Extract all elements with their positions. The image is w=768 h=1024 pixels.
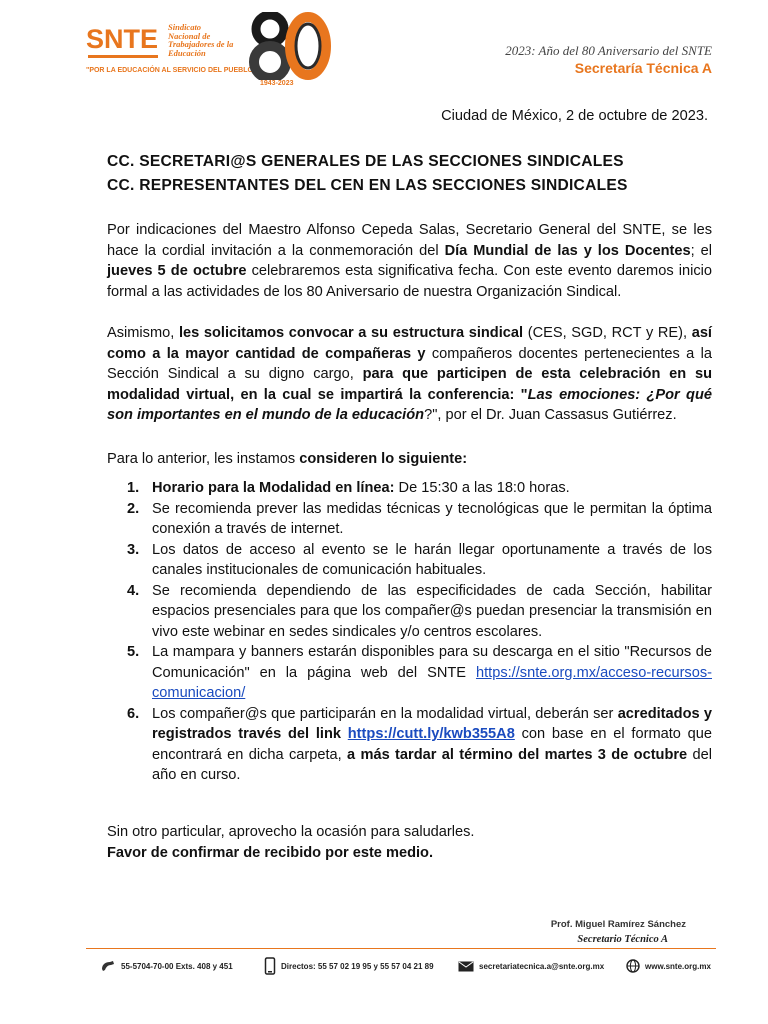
bold-text: acreditados y registrados través del link — [152, 705, 713, 742]
text: (CES, SGD, RCT y RE), — [523, 325, 692, 341]
resources-link[interactable]: https://snte.org.mx/acceso-recursos-comunicacion/ — [152, 664, 712, 701]
footer-web — [626, 957, 711, 975]
logo-subtitle-line: Trabajadores de la — [168, 39, 234, 49]
bold-text: Día Mundial de las y los Docentes — [444, 242, 691, 259]
signer-name: Prof. Miguel Ramírez Sánchez — [550, 919, 686, 930]
list-item — [107, 581, 712, 643]
footer — [100, 957, 720, 975]
text: con base en el formato que encontrará en dicha carpeta, — [152, 726, 712, 763]
mobile-icon — [264, 957, 276, 975]
secretariat-title: Secretaría Técnica A — [574, 60, 712, 76]
logo-subtitle-line: Sindicato — [168, 22, 202, 32]
letterhead — [0, 0, 768, 100]
list-item — [107, 642, 712, 704]
paragraph-request — [107, 323, 712, 426]
list-number: 5. — [127, 644, 140, 660]
text: del año en curso. — [152, 746, 713, 783]
addressee-line: CC. SECRETARI@S GENERALES DE LAS SECCIONES SINDICALES — [107, 153, 624, 170]
logo-subtitle-line: Educación — [168, 47, 206, 58]
signer-title: Secretario Técnico A — [577, 934, 668, 945]
logo-underline — [88, 55, 158, 58]
phone-icon — [100, 960, 116, 972]
text: Los datos de acceso al evento se le harán llegar oportunamente a través de los canales institucionales de comunicación habituales. — [152, 541, 712, 578]
text: celebraremos esta significativa fecha. Con este evento daremos inicio formal a las actividades de los 80 Aniversario de nuestra Organización Sindical. — [107, 263, 713, 300]
date-line: Ciudad de México, 2 de octubre de 2023. — [441, 108, 708, 124]
bold-text: consideren lo siguiente: — [299, 451, 468, 467]
list-item — [107, 499, 712, 540]
list-number: 3. — [127, 541, 140, 558]
text: compañeros docentes pertenecientes a la Sección Sindical a su digno cargo, — [107, 345, 713, 382]
logo-subtitle-line: Nacional de — [168, 30, 211, 41]
list-item — [107, 478, 712, 499]
paragraph-intro — [107, 220, 712, 302]
text: Para lo anterior, les instamos — [107, 451, 300, 467]
snte-logo — [86, 22, 166, 60]
confirm-line: Favor de confirmar de recibido por este medio. — [107, 844, 434, 861]
paragraph-instructions — [107, 449, 712, 470]
bold-text: Horario para la Modalidad en línea: — [152, 480, 395, 496]
text: Se recomienda prever las medidas técnicas y tecnológicas que le permitan la óptima conexión a través de internet. — [152, 500, 712, 537]
text: Se recomienda dependiendo de las especificidades de cada Sección, habilitar espacios presenciales para que los compañer@s puedan presenciar la transmisión en vivo este webinar en sedes sindicales y/o centros escolares. — [152, 582, 712, 640]
footer-divider — [86, 948, 716, 949]
list-number: 1. — [127, 480, 140, 496]
text: La mampara y banners estarán disponibles para su descarga en el sitio "Recursos de Comunicación" en la página web del SNTE — [152, 644, 712, 681]
list-number: 2. — [127, 500, 140, 517]
text: Asimismo, — [107, 325, 179, 341]
addressee-line: CC. REPRESENTANTES DEL CEN EN LAS SECCIONES SINDICALES — [107, 177, 628, 194]
text: ; el — [690, 242, 712, 259]
mail-icon — [458, 961, 474, 972]
logo-subtitle — [168, 23, 248, 57]
text: Los compañer@s que participarán en la modalidad virtual, deberán ser — [152, 705, 618, 722]
globe-icon — [626, 959, 640, 973]
anniversary-80-logo — [248, 12, 332, 80]
anniversary-years: 1943-2023 — [260, 80, 294, 87]
footer-direct — [264, 957, 434, 975]
bold-text: para que participen de esta celebración en su modalidad virtual, en la cual se impartirá la conferencia: " — [107, 366, 713, 403]
website-text[interactable]: www.snte.org.mx — [645, 961, 711, 971]
list-number: 6. — [127, 705, 140, 722]
registration-link[interactable]: https://cutt.ly/kwb355A8 — [347, 726, 515, 742]
instructions-list — [107, 478, 712, 786]
list-item — [107, 540, 712, 581]
bold-text: a más tardar al término del martes 3 de octubre — [347, 746, 688, 763]
text: De 15:30 a las 18:0 horas. — [394, 480, 570, 496]
email-text[interactable]: secretariatecnica.a@snte.org.mx — [479, 961, 605, 971]
list-number: 4. — [127, 582, 140, 599]
addressees — [107, 150, 628, 198]
footer-email — [458, 957, 604, 975]
closing — [107, 822, 712, 863]
phone-text: 55-5704-70-00 Exts. 408 y 451 — [121, 961, 233, 971]
closing-line: Sin otro particular, aprovecho la ocasión para saludarles. — [107, 824, 475, 840]
conference-title: Las emociones: ¿Por qué son importantes en el mundo de la educación — [107, 386, 712, 423]
text: ?", por el Dr. Juan Cassasus Gutiérrez. — [424, 407, 677, 423]
logo-slogan: "POR LA EDUCACIÓN AL SERVICIO DEL PUEBLO" — [86, 67, 257, 74]
list-item — [107, 704, 712, 786]
logo-text: SNTE — [86, 24, 159, 54]
footer-phone — [100, 957, 233, 975]
bold-text: les solicitamos convocar a su estructura sindical — [178, 325, 524, 341]
bold-text: así como a la mayor cantidad de compañeras y — [107, 325, 712, 362]
bold-text: jueves 5 de octubre — [107, 263, 247, 279]
year-title: 2023: Año del 80 Aniversario del SNTE — [505, 43, 712, 58]
text: Por indicaciones del Maestro Alfonso Cepeda Salas, Secretario General del SNTE, se les hace la cordial invitación a la conmemoración del — [107, 222, 712, 259]
direct-phones: Directos: 55 57 02 19 95 y 55 57 04 21 89 — [281, 961, 434, 971]
